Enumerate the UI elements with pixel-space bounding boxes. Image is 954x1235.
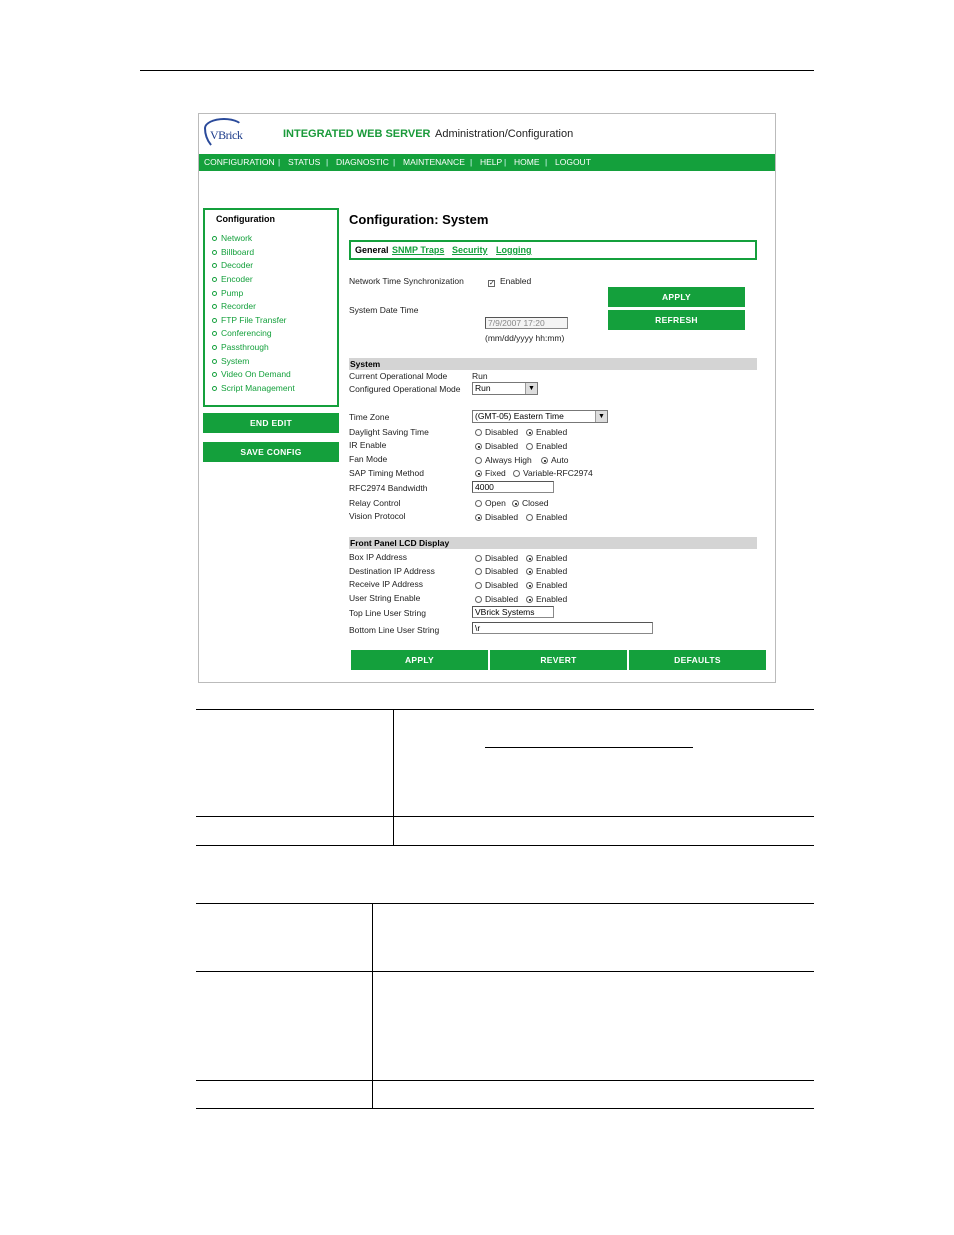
option-label: Disabled xyxy=(485,580,519,590)
sidebar-item-label: Encoder xyxy=(221,274,253,284)
sidebar-item-ftp[interactable] xyxy=(212,315,287,325)
option-label: Fixed xyxy=(485,468,506,478)
option-label: Auto xyxy=(551,455,569,465)
cfg-mode-value: Run xyxy=(475,383,491,393)
user-str-enabled[interactable] xyxy=(526,594,567,604)
radio-icon[interactable] xyxy=(475,596,482,603)
user-str-disabled[interactable] xyxy=(475,594,518,604)
recv-ip-label: Receive IP Address xyxy=(349,579,424,589)
chevron-down-icon: ▼ xyxy=(595,411,607,422)
relay-label: Relay Control xyxy=(349,498,401,508)
tab-snmp-traps[interactable]: SNMP Traps xyxy=(392,245,445,255)
radio-selected-icon[interactable] xyxy=(526,568,533,575)
nts-checkbox[interactable]: ✓ xyxy=(489,280,495,287)
sidebar-item-label: Network xyxy=(221,233,253,243)
top-line-input[interactable]: VBrick Systems xyxy=(472,606,554,618)
relay-closed[interactable] xyxy=(512,498,548,508)
sidebar-item-decoder[interactable] xyxy=(212,260,253,270)
fan-auto[interactable] xyxy=(541,455,569,465)
table1-rule xyxy=(196,709,814,710)
sap-variable[interactable] xyxy=(513,468,593,478)
dest-ip-disabled[interactable] xyxy=(475,566,518,576)
radio-icon[interactable] xyxy=(475,429,482,436)
brand-subtitle: Administration/Configuration xyxy=(435,128,574,140)
radio-icon[interactable] xyxy=(475,555,482,562)
sidebar-item-label: Recorder xyxy=(221,301,256,311)
nts-value: Enabled xyxy=(500,276,532,286)
recv-ip-enabled[interactable] xyxy=(526,580,567,590)
radio-icon[interactable] xyxy=(475,568,482,575)
table1-underline xyxy=(485,747,693,748)
option-label: Disabled xyxy=(485,441,519,451)
bullet-icon xyxy=(212,318,217,323)
option-label: Enabled xyxy=(536,566,568,576)
sap-fixed[interactable] xyxy=(475,468,506,478)
nav-separator: | xyxy=(393,157,396,167)
apply-top-button[interactable]: APPLY xyxy=(608,287,745,307)
sidebar-title: Configuration xyxy=(216,214,275,224)
recv-ip-disabled[interactable] xyxy=(475,580,518,590)
nav-separator: | xyxy=(545,157,548,167)
radio-selected-icon[interactable] xyxy=(475,470,482,477)
nav-status[interactable]: STATUS xyxy=(288,157,321,167)
dest-ip-enabled[interactable] xyxy=(526,566,567,576)
nav-separator: | xyxy=(326,157,329,167)
nav-separator: | xyxy=(504,157,507,167)
option-label: Enabled xyxy=(536,594,568,604)
nav-configuration[interactable]: CONFIGURATION xyxy=(204,157,275,167)
nav-diagnostic[interactable]: DIAGNOSTIC xyxy=(336,157,389,167)
ir-enabled[interactable] xyxy=(526,441,567,451)
sap-label: SAP Timing Method xyxy=(349,468,424,478)
table1-rule xyxy=(196,816,814,817)
apply-button[interactable]: APPLY xyxy=(351,650,488,670)
sidebar-item-label: Pump xyxy=(221,288,244,298)
sidebar-item-network[interactable] xyxy=(212,233,252,243)
radio-selected-icon[interactable] xyxy=(475,443,482,450)
dst-disabled[interactable] xyxy=(475,427,518,437)
bullet-icon xyxy=(212,386,217,391)
sidebar-item-recorder[interactable] xyxy=(212,301,256,311)
defaults-button[interactable]: DEFAULTS xyxy=(629,650,766,670)
sidebar-item-system[interactable] xyxy=(212,356,249,366)
table2-rule xyxy=(196,903,814,904)
radio-selected-icon[interactable] xyxy=(526,596,533,603)
refresh-button[interactable]: REFRESH xyxy=(608,310,745,330)
sidebar-item-passthrough[interactable] xyxy=(212,342,269,352)
sdt-input[interactable]: 7/9/2007 17:20 xyxy=(485,317,568,329)
option-label: Enabled xyxy=(536,580,568,590)
fan-label: Fan Mode xyxy=(349,454,388,464)
sidebar-item-label: Passthrough xyxy=(221,342,269,352)
table1-rule xyxy=(196,845,814,846)
system-section-header: System xyxy=(349,358,757,370)
tab-general: General xyxy=(355,245,389,255)
bullet-icon xyxy=(212,331,217,336)
radio-selected-icon[interactable] xyxy=(512,500,519,507)
com-label: Current Operational Mode xyxy=(349,371,448,381)
nav-separator: | xyxy=(470,157,473,167)
vision-label: Vision Protocol xyxy=(349,511,406,521)
option-label: Open xyxy=(485,498,506,508)
sidebar-item-pump[interactable] xyxy=(212,288,243,298)
sdt-hint: (mm/dd/yyyy hh:mm) xyxy=(485,333,565,343)
radio-icon[interactable] xyxy=(526,514,533,521)
chevron-down-icon: ▼ xyxy=(525,383,537,394)
sidebar-item-label: System xyxy=(221,356,250,366)
dst-label: Daylight Saving Time xyxy=(349,427,429,437)
relay-open[interactable] xyxy=(475,498,506,508)
box-ip-label: Box IP Address xyxy=(349,552,407,562)
radio-selected-icon[interactable] xyxy=(475,514,482,521)
option-label: Variable-RFC2974 xyxy=(523,468,593,478)
nav-maintenance[interactable]: MAINTENANCE xyxy=(403,157,465,167)
sidebar-item-billboard[interactable] xyxy=(212,247,254,257)
bullet-icon xyxy=(212,236,217,241)
sidebar-item-label: Billboard xyxy=(221,247,255,257)
sidebar-item-label: FTP File Transfer xyxy=(221,315,287,325)
sdt-label: System Date Time xyxy=(349,305,419,315)
rfc-bandwidth-input[interactable]: 4000 xyxy=(472,481,554,493)
tab-bar xyxy=(349,240,757,260)
fan-always-high[interactable] xyxy=(475,455,532,465)
option-label: Closed xyxy=(522,498,549,508)
dest-ip-label: Destination IP Address xyxy=(349,566,435,576)
table2-rule xyxy=(196,1080,814,1081)
sidebar-item-encoder[interactable] xyxy=(212,274,253,284)
table2-divider xyxy=(372,903,373,1108)
nav-help[interactable]: HELP xyxy=(480,157,503,167)
com-value: Run xyxy=(472,371,488,381)
option-label: Enabled xyxy=(536,553,568,563)
bottom-line-input[interactable]: \r xyxy=(472,622,653,634)
dst-enabled[interactable] xyxy=(526,427,567,437)
ir-disabled[interactable] xyxy=(475,441,518,451)
radio-icon[interactable] xyxy=(513,470,520,477)
sidebar-item-vod[interactable] xyxy=(212,369,291,379)
tz-select[interactable] xyxy=(472,410,608,423)
brand-title: INTEGRATED WEB SERVER xyxy=(283,128,431,140)
bullet-icon xyxy=(212,345,217,350)
option-label: Disabled xyxy=(485,427,519,437)
bullet-icon xyxy=(212,291,217,296)
page-top-rule xyxy=(140,70,814,71)
radio-icon[interactable] xyxy=(475,500,482,507)
radio-icon[interactable] xyxy=(475,582,482,589)
sidebar-item-label: Script Management xyxy=(221,383,295,393)
table2-rule xyxy=(196,971,814,972)
vision-disabled[interactable] xyxy=(475,512,518,522)
radio-icon[interactable] xyxy=(526,443,533,450)
option-label: Disabled xyxy=(485,594,519,604)
nav-home[interactable]: HOME xyxy=(514,157,540,167)
table2-rule xyxy=(196,1108,814,1109)
bullet-icon xyxy=(212,372,217,377)
sidebar-item-label: Decoder xyxy=(221,260,254,270)
bullet-icon xyxy=(212,250,217,255)
bullet-icon xyxy=(212,263,217,268)
radio-icon[interactable] xyxy=(475,457,482,464)
sidebar-item-conferencing[interactable] xyxy=(212,328,272,338)
cfg-label: Configured Operational Mode xyxy=(349,384,461,394)
user-str-label: User String Enable xyxy=(349,593,421,603)
revert-button[interactable]: REVERT xyxy=(490,650,627,670)
option-label: Disabled xyxy=(485,553,519,563)
tz-value: (GMT-05) Eastern Time xyxy=(475,411,564,421)
radio-selected-icon[interactable] xyxy=(526,555,533,562)
option-label: Disabled xyxy=(485,512,519,522)
sidebar-item-label: Conferencing xyxy=(221,328,272,338)
sidebar-item-label: Video On Demand xyxy=(221,369,291,379)
page-title: Configuration: System xyxy=(349,212,489,227)
top-line-label: Top Line User String xyxy=(349,608,427,618)
nts-label: Network Time Synchronization xyxy=(349,276,464,286)
option-label: Always High xyxy=(485,455,532,465)
bullet-icon xyxy=(212,304,217,309)
option-label: Enabled xyxy=(536,512,568,522)
bullet-icon xyxy=(212,277,217,282)
bottom-line-label: Bottom Line User String xyxy=(349,625,440,635)
save-config-button[interactable]: SAVE CONFIG xyxy=(203,442,339,462)
cfg-mode-select[interactable] xyxy=(472,382,538,395)
logo-text: VBrick xyxy=(210,128,243,142)
nts-enabled[interactable] xyxy=(488,276,531,287)
vision-enabled[interactable] xyxy=(526,512,567,522)
radio-selected-icon[interactable] xyxy=(541,457,548,464)
option-label: Enabled xyxy=(536,441,568,451)
tab-logging[interactable]: Logging xyxy=(496,245,532,255)
nav-bar xyxy=(199,154,775,171)
table1-divider xyxy=(393,709,394,845)
tz-label: Time Zone xyxy=(349,412,390,422)
radio-selected-icon[interactable] xyxy=(526,429,533,436)
option-label: Enabled xyxy=(536,427,568,437)
bullet-icon xyxy=(212,359,217,364)
end-edit-button[interactable]: END EDIT xyxy=(203,413,339,433)
box-ip-enabled[interactable] xyxy=(526,553,567,563)
rfc-label: RFC2974 Bandwidth xyxy=(349,483,428,493)
tab-security[interactable]: Security xyxy=(452,245,488,255)
ir-label: IR Enable xyxy=(349,440,387,450)
nav-logout[interactable]: LOGOUT xyxy=(555,157,591,167)
sidebar-item-script[interactable] xyxy=(212,383,295,393)
box-ip-disabled[interactable] xyxy=(475,553,518,563)
option-label: Disabled xyxy=(485,566,519,576)
radio-selected-icon[interactable] xyxy=(526,582,533,589)
lcd-section-header: Front Panel LCD Display xyxy=(349,537,757,549)
nav-separator: | xyxy=(278,157,281,167)
